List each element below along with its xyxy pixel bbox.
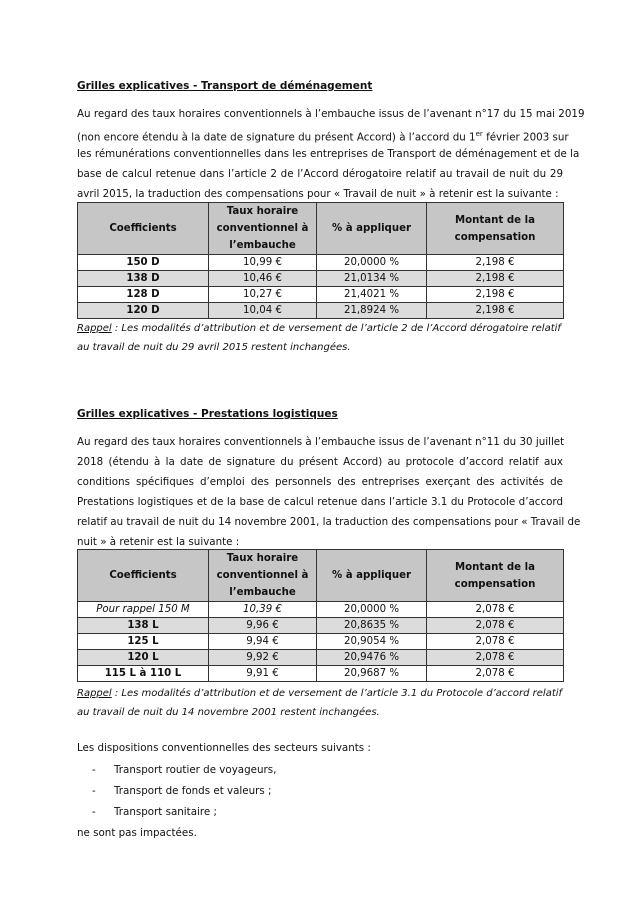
note-line: au travail de nuit du 14 novembre 2001 restent inchangées. (77, 707, 380, 718)
table-cell: 2,078 € (427, 666, 564, 682)
paragraph-demenagement (77, 104, 585, 204)
bullet-dash: - (92, 764, 96, 776)
paragraph-line: 2018 (étendu à la date de signature du présent Accord) au protocole d’accord relatif aux (77, 456, 563, 468)
note-line (77, 319, 567, 338)
table-cell: 2,078 € (427, 602, 564, 618)
table-cell: 2,198 € (427, 271, 564, 287)
paragraph-line-tail: février 2003 sur (482, 131, 569, 144)
table-cell: 138 D (78, 271, 209, 287)
column-header: % à appliquer (317, 550, 427, 602)
column-header: Montant de la compensation (427, 550, 564, 602)
list-item-text: Transport routier de voyageurs, (114, 764, 277, 776)
note-text: : Les modalités d’attribution et de versement de l’article 3.1 du Protocole d’accord relatif (111, 688, 563, 699)
table-cell: 125 L (78, 634, 209, 650)
paragraph-line: base de calcul retenue dans l’article 2 de l’Accord dérogatoire relatif au travail de nuit du 29 (77, 168, 563, 180)
note-line (77, 684, 567, 703)
table-cell: 120 L (78, 650, 209, 666)
table-cell: 2,198 € (427, 303, 564, 319)
note-line: au travail de nuit du 29 avril 2015 restent inchangées. (77, 342, 351, 353)
table-cell: 2,198 € (427, 287, 564, 303)
paragraph-line: relatif au travail de nuit du 14 novembre 2001, la traduction des compensations pour « Travail de (77, 516, 581, 528)
list-item (92, 785, 271, 797)
note-label: Rappel (77, 688, 112, 699)
table-cell: 20,0000 % (317, 602, 427, 618)
table-cell: 20,9476 % (317, 650, 427, 666)
table-cell: 2,078 € (427, 618, 564, 634)
table-cell: 138 L (78, 618, 209, 634)
table-row (78, 666, 564, 682)
paragraph-line: les rémunérations conventionnelles dans les entreprises de Transport de déménagement et de la (77, 148, 580, 160)
list-item-text: Transport de fonds et valeurs ; (114, 785, 272, 797)
table-cell: 128 D (78, 287, 209, 303)
closing-outro: ne sont pas impactées. (77, 827, 197, 839)
column-header: Taux horaire conventionnel à l’embauche (209, 550, 317, 602)
table-cell: 20,9054 % (317, 634, 427, 650)
paragraph-line-head: (non encore étendu à la date de signature du présent Accord) à l’accord du 1 (77, 131, 476, 144)
table-row (78, 287, 564, 303)
section-title-demenagement: Grilles explicatives - Transport de déménagement (77, 80, 373, 92)
paragraph-line: avril 2015, la traduction des compensations pour « Travail de nuit » à retenir est la suivante : (77, 188, 559, 200)
bullet-dash: - (92, 785, 96, 797)
note-logistique (77, 684, 567, 722)
table-cell: 2,198 € (427, 255, 564, 271)
superscript: er (475, 130, 483, 138)
column-header: % à appliquer (317, 203, 427, 255)
note-label: Rappel (77, 323, 112, 334)
table-cell: 120 D (78, 303, 209, 319)
table-logistique (77, 549, 564, 682)
paragraph-line: Au regard des taux horaires conventionnels à l’embauche issus de l’avenant n°11 du 30 juillet (77, 436, 565, 448)
table-cell: 21,8924 % (317, 303, 427, 319)
table-cell: 10,39 € (209, 602, 317, 618)
table-cell: 21,0134 % (317, 271, 427, 287)
table-cell: 20,9687 % (317, 666, 427, 682)
paragraph-line: Au regard des taux horaires conventionnels à l’embauche issus de l’avenant n°17 du 15 mai 2019 (77, 108, 585, 120)
table-row (78, 303, 564, 319)
table-row (78, 634, 564, 650)
table-cell: 9,92 € (209, 650, 317, 666)
paragraph-line: conditions spécifiques d’emploi des personnels des entreprises exerçant des activités de (77, 476, 563, 488)
list-item (92, 764, 276, 776)
table-cell: 2,078 € (427, 634, 564, 650)
table-cell: 150 D (78, 255, 209, 271)
table-row (78, 618, 564, 634)
table-cell: 10,27 € (209, 287, 317, 303)
column-header: Taux horaire conventionnel à l’embauche (209, 203, 317, 255)
table-row (78, 255, 564, 271)
table-cell: 115 L à 110 L (78, 666, 209, 682)
bullet-dash: - (92, 806, 96, 818)
section-title-logistique: Grilles explicatives - Prestations logistiques (77, 408, 338, 420)
column-header: Coefficients (78, 550, 209, 602)
paragraph-logistique (77, 432, 581, 552)
paragraph-line: Prestations logistiques et de la base de calcul retenue dans l’article 3.1 du Protocole d’accord (77, 496, 563, 508)
paragraph-line (77, 124, 569, 144)
column-header: Montant de la compensation (427, 203, 564, 255)
table-row (78, 650, 564, 666)
table-row (78, 602, 564, 618)
table-cell: 10,04 € (209, 303, 317, 319)
table-cell: 10,46 € (209, 271, 317, 287)
table-cell: 20,0000 % (317, 255, 427, 271)
table-cell: 9,91 € (209, 666, 317, 682)
column-header: Coefficients (78, 203, 209, 255)
note-text: : Les modalités d’attribution et de versement de l’article 2 de l’Accord dérogatoire relatif (111, 323, 561, 334)
paragraph-line: nuit » à retenir est la suivante : (77, 536, 240, 548)
table-cell: 10,99 € (209, 255, 317, 271)
table-cell: Pour rappel 150 M (78, 602, 209, 618)
table-row (78, 271, 564, 287)
table-demenagement (77, 202, 564, 319)
list-item-text: Transport sanitaire ; (114, 806, 217, 818)
closing-intro: Les dispositions conventionnelles des secteurs suivants : (77, 742, 371, 754)
table-cell: 21,4021 % (317, 287, 427, 303)
table-cell: 9,96 € (209, 618, 317, 634)
list-item (92, 806, 217, 818)
table-cell: 2,078 € (427, 650, 564, 666)
table-cell: 20,8635 % (317, 618, 427, 634)
note-demenagement (77, 319, 567, 357)
table-cell: 9,94 € (209, 634, 317, 650)
